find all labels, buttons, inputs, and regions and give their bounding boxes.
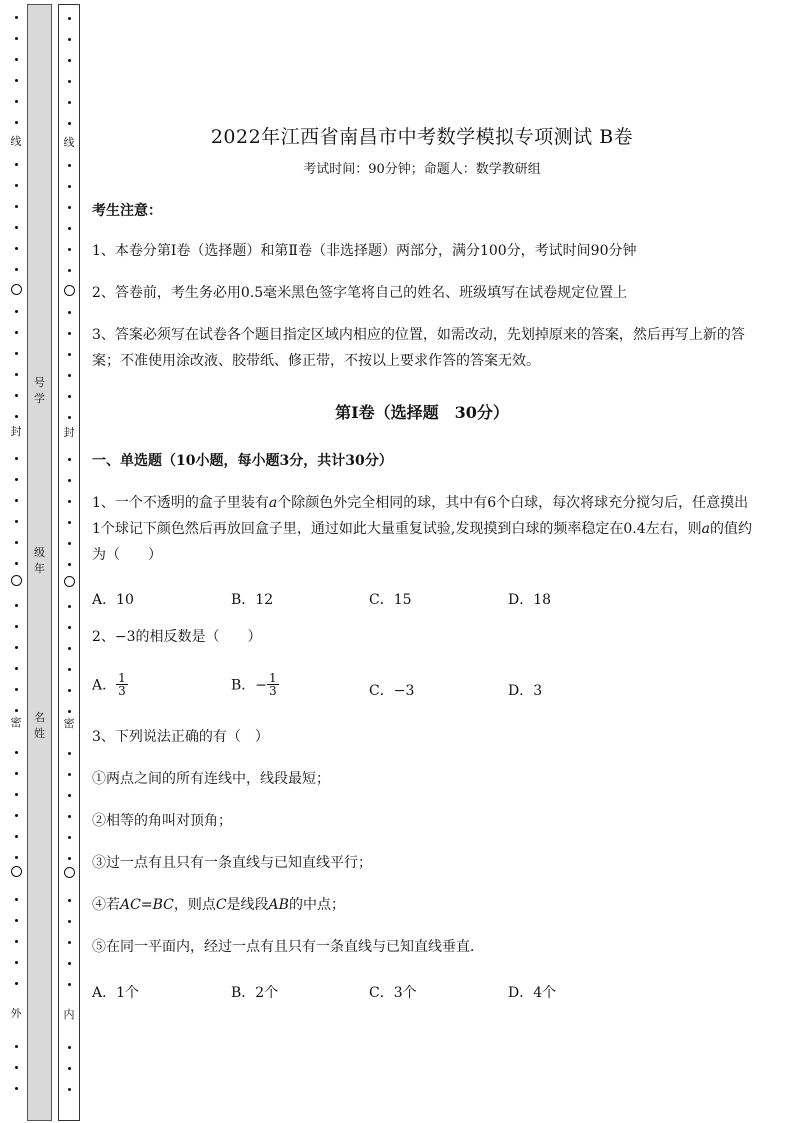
outer-dot [15,835,18,838]
q3-s4-eq: = [140,897,153,913]
exam-info: 考试时间：90分钟；命题人：数学教研组 [303,162,541,177]
inner-dot [68,815,71,818]
outer-dot [15,1087,18,1090]
outer-dot [15,772,18,775]
q1-option-a[interactable]: A．10 [92,592,134,608]
inner-dot [68,752,71,755]
q3-statement-5: ⑤在同一平面内，经过一点有且只有一条直线与已知直线垂直． [92,939,484,955]
inner-dot [68,563,71,566]
q2-option-a[interactable] [92,672,128,697]
page-title: 2022年江西省南昌市中考数学模拟专项测试 B卷 [210,126,634,148]
outer-dot [15,604,18,607]
notice-item-3: 3、答案必须写在试卷各个题目指定区域内相应的位置，如需改动，先划掉原来的答案，然后再写上新的答案；不准使用涂改液、胶带纸、修正带，不按以上要求作答的答案无效。 [92,327,745,369]
q2-a-prefix: A． [92,677,117,694]
inner-dot [68,1067,71,1070]
q3-s4-part-e: 的中点； [288,897,345,913]
outer-dot [15,226,18,229]
outer-dot [15,163,18,166]
q3-s4-part-b: ，则点 [173,897,216,913]
outer-dot [15,562,18,565]
q2-b-numerator: 1 [269,671,277,685]
q1-option-d[interactable]: D．18 [508,592,552,608]
outer-dot [15,814,18,817]
inner-char-nei: 内 [59,1009,79,1021]
outer-dot [15,352,18,355]
inner-dot [68,185,71,188]
q3-statement-1: ①两点之间的所有连线中，线段最短； [92,771,330,787]
q1-option-b[interactable]: B．12 [231,592,274,608]
q2-option-b[interactable] [231,672,279,697]
inner-dot [68,941,71,944]
outer-dot [15,415,18,418]
outer-dot [15,856,18,859]
outer-dot [15,520,18,523]
q3-s4-ab: AB [268,897,289,913]
inner-dot [68,101,71,104]
q1-var-a: a [268,495,278,511]
inner-dot [68,479,71,482]
field-text-xingming: 名姓 [34,711,45,740]
q3-statement-3: ③过一点有且只有一条直线与已知直线平行； [92,855,372,871]
inner-dot [68,983,71,986]
student-info-band [27,4,52,1121]
question-1 [92,490,752,568]
notice-item-1: 1、本卷分第I卷（选择题）和第Ⅱ卷（非选择题）两部分，满分100分，考试时间90分钟 [92,243,637,259]
margin-char-feng: 封 [10,425,22,438]
field-text-xuehao: 号学 [34,376,45,405]
outer-dot [15,37,18,40]
outer-dotted-line [9,4,23,1104]
outer-dot [15,982,18,985]
inner-dot [68,458,71,461]
margin-char-wai: 外 [10,1007,22,1020]
outer-dot [15,100,18,103]
question-2: 2、−3的相反数是（ ） [92,629,262,645]
inner-dot [68,248,71,251]
inner-dot [68,857,71,860]
q3-s4-part-a: ④若 [92,897,120,913]
inner-circle-icon [64,867,75,878]
inner-dot [68,164,71,167]
q2-b-fraction [267,672,279,697]
inner-dot [68,38,71,41]
outer-dot [15,793,18,796]
outer-dot [15,268,18,271]
q2-a-fraction [116,672,128,697]
outer-dot [15,1066,18,1069]
inner-dot [68,542,71,545]
q3-statement-4 [92,892,752,918]
q2-option-d[interactable]: D．3 [508,683,543,699]
outer-dot [15,394,18,397]
outer-dot [15,184,18,187]
outer-dot [15,79,18,82]
q3-statement-2: ②相等的角叫对顶角； [92,813,232,829]
inner-dot [68,1046,71,1049]
notice-heading: 考生注意： [92,203,162,219]
outer-dot [15,961,18,964]
part-title: 一、单选题（10小题，每小题3分，共计30分） [92,453,393,469]
inner-char-feng: 封 [59,427,79,439]
outer-dot [15,541,18,544]
q3-option-d[interactable]: D．4个 [508,985,557,1001]
inner-dot [68,59,71,62]
inner-dot [68,626,71,629]
inner-dot [68,353,71,356]
outer-dot [15,1045,18,1048]
inner-dotted-line [58,4,80,1121]
q2-b-denominator: 3 [269,684,277,698]
q3-s4-c: C [215,897,227,913]
margin-char-mi: 密 [10,716,22,729]
inner-circle-icon [64,576,75,587]
outer-dot [15,667,18,670]
inner-dot [68,269,71,272]
outer-dot [15,751,18,754]
q1-var-a2: a [701,521,710,537]
inner-dot [68,920,71,923]
outer-dot [15,58,18,61]
q2-a-denominator: 3 [118,684,126,698]
q3-option-a[interactable]: A．1个 [92,985,140,1001]
outer-dot [15,940,18,943]
q3-option-b[interactable]: B．2个 [231,985,279,1001]
inner-dot [68,416,71,419]
outer-dot [15,205,18,208]
inner-dot [68,668,71,671]
q3-option-c[interactable]: C．3个 [369,985,417,1001]
section-title: 第I卷（选择题 30分） [335,403,509,422]
field-text-nianji: 级年 [34,546,45,575]
outer-dot [15,310,18,313]
outer-dot [15,625,18,628]
field-label-nianji [28,545,51,577]
outer-dot [15,499,18,502]
q3-s4-bc: BC [152,897,174,913]
binding-margin [0,0,86,1123]
notice-item-2: 2、答卷前，考生务必用0.5毫米黑色签字笔将自己的姓名、班级填写在试卷规定位置上 [92,285,628,301]
inner-dot [68,374,71,377]
inner-circle-icon [64,285,75,296]
exam-paper [92,0,772,1123]
q1-text-after: 的值约为（ ） [92,521,752,563]
inner-char-xian: 线 [59,137,79,149]
inner-dot [68,122,71,125]
q2-b-prefix: B．− [231,677,268,694]
inner-dot [68,962,71,965]
outer-circle-icon [11,284,22,295]
inner-dot [68,794,71,797]
inner-dot [68,899,71,902]
inner-dot [68,1088,71,1091]
outer-dot [15,16,18,19]
inner-dot [68,395,71,398]
inner-dot [68,227,71,230]
inner-dot [68,500,71,503]
inner-char-mi: 密 [59,718,79,730]
outer-dot [15,247,18,250]
inner-dot [68,689,71,692]
outer-dot [15,646,18,649]
inner-dot [68,710,71,713]
q1-text-mid: 个除颜色外完全相同的球，其中有6个白球，每次将球充分搅匀后，任意摸出1个球记下颜色然后再放回盒子里，通过如此大量重复试验,发现摸到白球的频率稳定在0.4左右，则 [92,495,749,537]
q3-s4-part-d: 是线段 [226,897,269,913]
q2-a-numerator: 1 [118,671,126,685]
inner-dot [68,17,71,20]
outer-dot [15,898,18,901]
inner-dot [68,605,71,608]
field-label-xuehao [28,375,51,407]
inner-dot [68,521,71,524]
inner-dot [68,206,71,209]
outer-dot [15,373,18,376]
outer-dot [15,709,18,712]
outer-circle-icon [11,866,22,877]
outer-dot [15,121,18,124]
outer-dot [15,478,18,481]
inner-dot [68,80,71,83]
inner-dot [68,836,71,839]
inner-dot [68,311,71,314]
outer-dot [15,331,18,334]
outer-dot [15,919,18,922]
q1-option-c[interactable]: C．15 [369,592,412,608]
margin-char-xian: 线 [10,135,22,148]
inner-dot [68,647,71,650]
outer-circle-icon [11,575,22,586]
outer-dot [15,688,18,691]
inner-dot [68,773,71,776]
outer-dot [15,457,18,460]
q1-text-before: 1、一个不透明的盒子里装有 [92,495,269,511]
inner-dot [68,332,71,335]
question-3: 3、下列说法正确的有（ ） [92,729,269,745]
q3-s4-ac: AC [120,897,141,913]
q2-option-c[interactable]: C．−3 [369,683,415,699]
field-label-xingming [28,710,51,742]
